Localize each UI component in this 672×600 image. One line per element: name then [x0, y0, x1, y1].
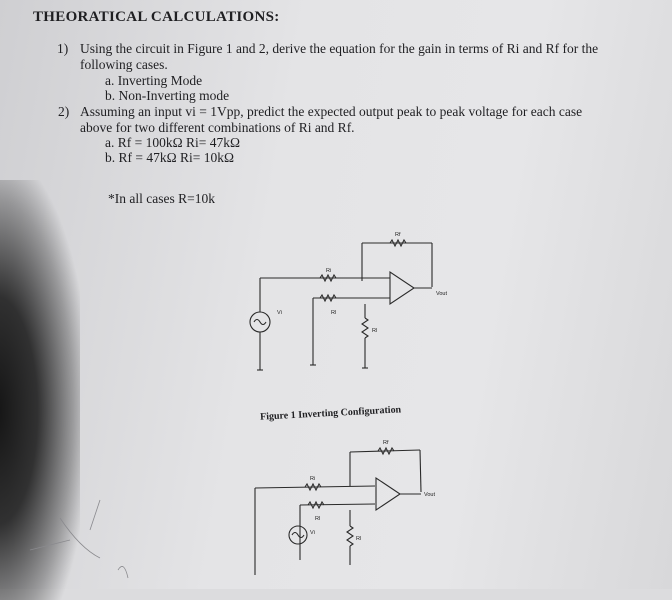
fig2-rf-label: Rf	[383, 440, 389, 446]
fig2-vi-label: Vi	[310, 530, 315, 536]
page-title: THEORATICAL CALCULATIONS:	[33, 9, 280, 25]
q1-text-line2: following cases.	[80, 57, 168, 72]
note-text: *In all cases R=10k	[108, 191, 215, 206]
q1-option-b: b. Non-Inverting mode	[105, 88, 230, 103]
q2-text-line2: above for two different combinations of Ri and Rf.	[80, 120, 355, 135]
fig1-vout-label: Vout	[436, 291, 448, 297]
q1-option-a: a. Inverting Mode	[105, 73, 203, 88]
q1-text-line1: Using the circuit in Figure 1 and 2, derive the equation for the gain in terms of Ri and Rf for the	[80, 41, 599, 56]
fig2-vout-label: Vout	[424, 492, 436, 498]
fig2-ri-label: Ri	[310, 476, 316, 482]
q2-option-a: a. Rf = 100kΩ Ri= 47kΩ	[105, 135, 241, 150]
fig1-r-label: Rl	[331, 310, 337, 316]
pencil-scribbles	[30, 500, 128, 578]
q2-text-line1: Assuming an input vi = 1Vpp, predict the expected output peak to peak voltage for each case	[80, 104, 583, 119]
fig1-rl-label: Rl	[372, 328, 378, 334]
fig1-ri-label: Ri	[326, 268, 332, 274]
fig2-rl-label: Rl	[356, 536, 362, 542]
q2-number: 2)	[58, 104, 70, 119]
fig2-r-label: Rl	[315, 516, 321, 522]
fig1-vi-label: Vi	[277, 310, 282, 316]
q2-option-b: b. Rf = 47kΩ Ri= 10kΩ	[105, 150, 235, 165]
figure1-caption: Figure 1 Inverting Configuration	[259, 404, 402, 423]
fig1-rf-label: Rf	[395, 232, 401, 238]
q1-number: 1)	[57, 41, 69, 56]
